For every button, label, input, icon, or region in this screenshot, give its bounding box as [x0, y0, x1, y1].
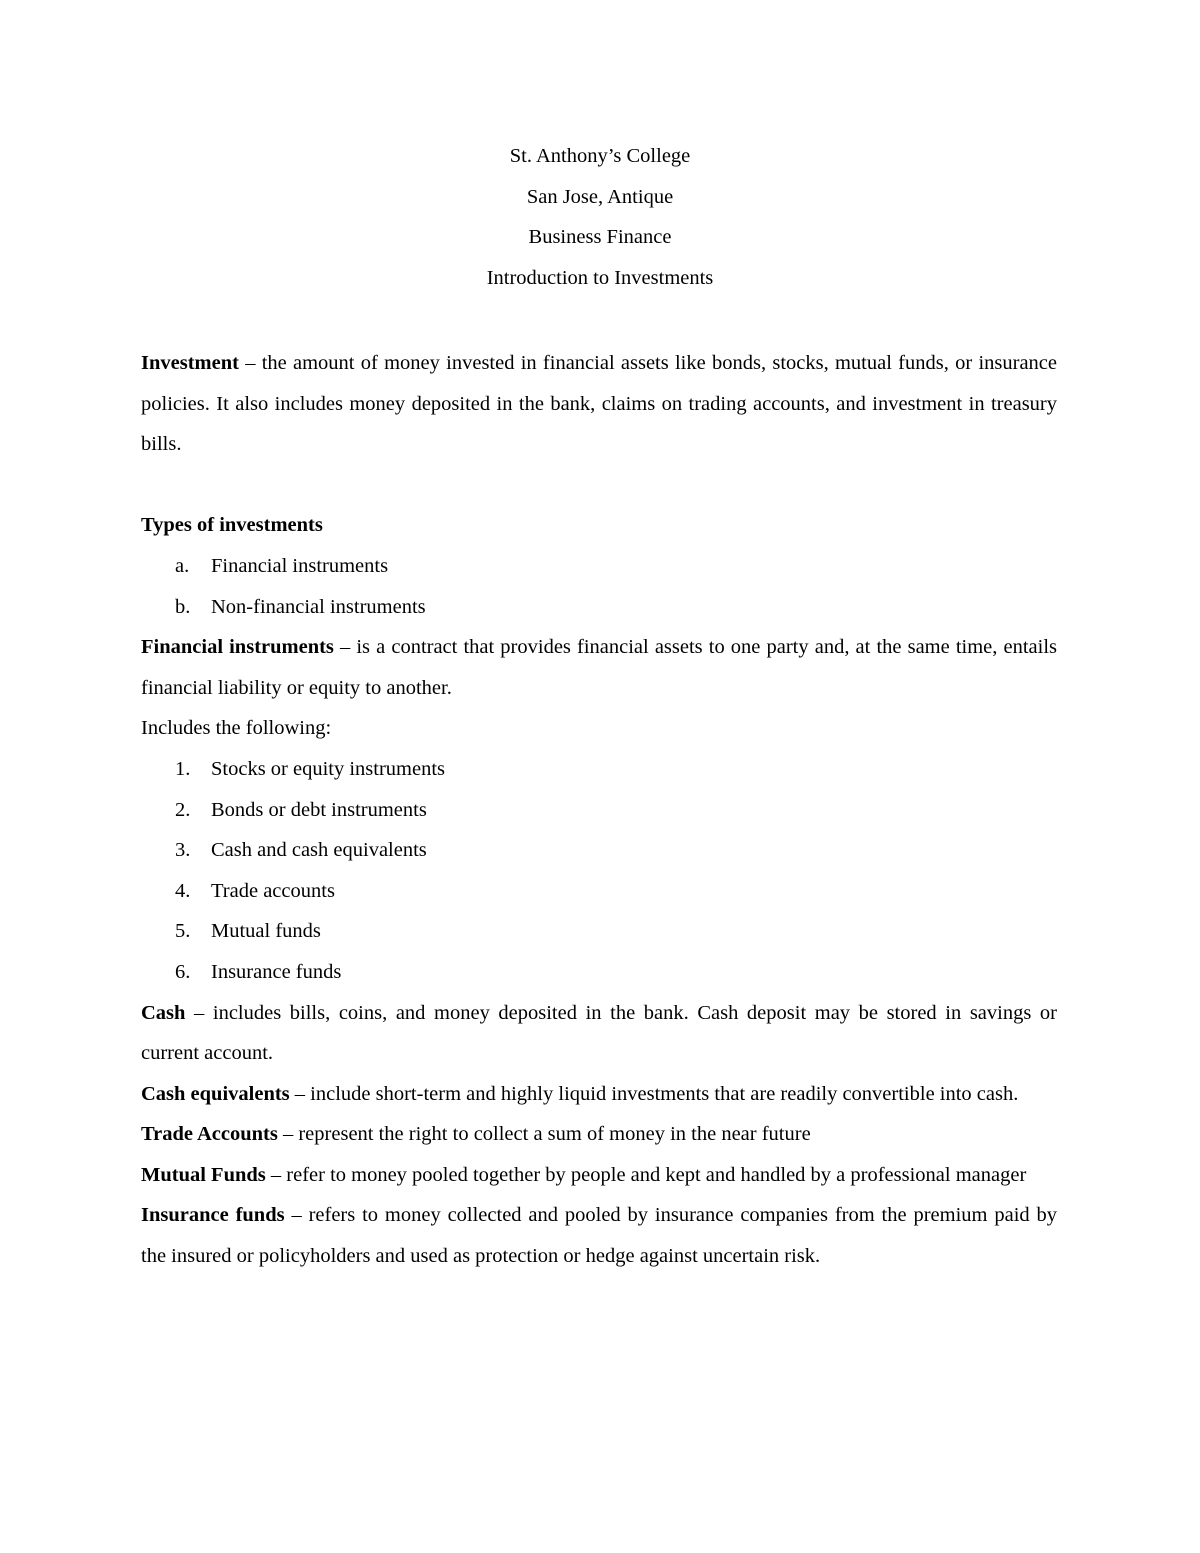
mutual-funds-text: – refer to money pooled together by people and kept and handled by a professional manager	[265, 1163, 1027, 1186]
list-item-label: Non-financial instruments	[211, 595, 426, 618]
list-marker: 4.	[175, 879, 191, 902]
list-item	[141, 546, 1057, 587]
list-marker: b.	[175, 595, 191, 618]
document-body	[141, 343, 1057, 1277]
list-item	[141, 911, 1057, 952]
school-name: St. Anthony’s College	[509, 145, 691, 167]
list-item	[141, 830, 1057, 871]
cash-text: – includes bills, coins, and money deposited in the bank. Cash deposit may be stored in savings or current account.	[141, 1001, 1057, 1065]
list-item	[141, 952, 1057, 993]
topic-title: Introduction to Investments	[486, 266, 714, 289]
list-item	[141, 749, 1057, 790]
list-item	[141, 790, 1057, 831]
list-item	[141, 871, 1057, 912]
investment-definition	[141, 343, 1057, 465]
list-marker: 2.	[175, 798, 191, 821]
list-item-label: Financial instruments	[211, 554, 389, 577]
school-location: San Jose, Antique	[526, 185, 674, 208]
list-item-label: Cash and cash equivalents	[211, 839, 427, 862]
list-item	[141, 587, 1057, 628]
types-list	[141, 546, 1057, 627]
list-marker: a.	[175, 554, 190, 577]
list-item-label: Stocks or equity instruments	[211, 757, 446, 780]
cash-term: Cash	[141, 1001, 186, 1024]
mutual-funds-term: Mutual Funds	[141, 1163, 266, 1186]
investment-text: – the amount of money invested in financial assets like bonds, stocks, mutual funds, or insurance policies. It also includes money deposited in the bank, claims on trading accounts, and investment in treasury bills.	[141, 352, 1057, 456]
cash-equivalents-definition	[141, 1074, 1057, 1115]
financial-instruments-term: Financial instruments	[141, 636, 334, 659]
includes-label: Includes the following:	[141, 717, 332, 740]
mutual-funds-definition	[141, 1155, 1057, 1196]
cash-equivalents-term: Cash equivalents	[141, 1082, 290, 1105]
investment-term: Investment	[141, 352, 239, 374]
types-heading	[141, 505, 1057, 546]
list-marker: 6.	[175, 960, 191, 983]
list-marker: 1.	[175, 757, 191, 780]
cash-equivalents-text: – include short-term and highly liquid investments that are readily convertible into cash.	[289, 1082, 1019, 1105]
types-heading-text: Types of investments	[141, 514, 323, 537]
list-marker: 5.	[175, 920, 191, 943]
list-item-label: Bonds or debt instruments	[211, 798, 427, 821]
trade-accounts-term: Trade Accounts	[141, 1123, 278, 1146]
insurance-funds-text: – refers to money collected and pooled by insurance companies from the premium paid by the insured or policyholders and used as protection or hedge against uncertain risk.	[141, 1204, 1058, 1268]
subject-title: Business Finance	[528, 226, 672, 249]
financial-instruments-list	[141, 749, 1057, 993]
list-item-label: Mutual funds	[211, 920, 321, 943]
financial-instruments-definition	[141, 627, 1057, 708]
list-marker: 3.	[175, 839, 191, 862]
trade-accounts-definition	[141, 1114, 1057, 1155]
document-header	[0, 141, 1200, 303]
financial-instruments-text: – is a contract that provides financial assets to one party and, at the same time, entails financial liability or equity to another.	[141, 636, 1057, 699]
cash-definition	[141, 993, 1057, 1074]
insurance-funds-term: Insurance funds	[141, 1204, 285, 1227]
list-item-label: Trade accounts	[211, 879, 335, 902]
section-spacer	[141, 465, 1057, 506]
trade-accounts-text: – represent the right to collect a sum of money in the near future	[277, 1123, 811, 1146]
insurance-funds-definition	[141, 1195, 1057, 1276]
list-item-label: Insurance funds	[211, 960, 342, 983]
